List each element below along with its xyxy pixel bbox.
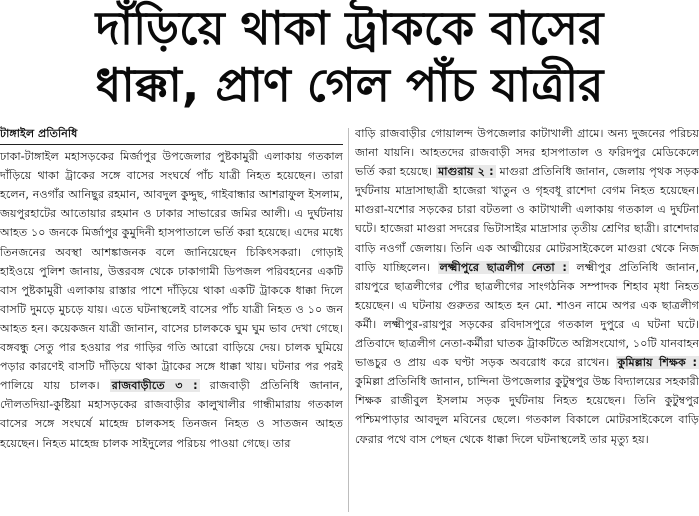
byline: টাঙ্গাইল প্রতিনিধি	[0, 127, 78, 140]
tangail-report-text: ঢাকা-টাঙ্গাইল মহাসড়কের মির্জাপুর উপজেলার পুষ্টকামুরী এলাকায় গতকাল দাঁড়িয়ে থাকা ট্রাকের সঙ্গে বাসের সংঘর্ষে পাঁচ যাত্রী নিহত হয়েছেন। তারা হলেন, নওগাঁর আনিছুর রহমান, আবদুল কুদ্দুছ, গাইবান্ধার আশরাফুল ইসলাম, জয়পুরহাটের আতোয়ার রহমান ও ঢাকার সাভারের জমির আলী। এ দুর্ঘটনায় আহত ১০ জনকে মির্জাপুর কুমুদিনী হাসপাতালে ভর্তি করা হয়েছে। এদের মধ্যে তিনজনের অবস্থা আশঙ্কাজনক বলে জানিয়েছেন চিকিৎসকরা। গোড়াই হাইওয়ে পুলিশ জানায়, উত্তরবঙ্গ থেকে ঢাকাগামী ডিপজল পরিবহনের একটি বাস পুষ্টকামুরী এলাকায় রাস্তার পাশে দাঁড়িয়ে থাকা একটি ট্রাককে ধাক্কা দিলে বাসটি দুমড়ে মুচড়ে যায়। এতে ঘটনাস্থলেই বাসের পাঁচ যাত্রী নিহত ও ১০ জন আহত হন। কয়েকজন যাত্রী জানান, বাসের চালককে ঘুম ঘুম ভাব দেখা গেছে। বঙ্গবন্ধু সেতু পার হওয়ার পর গাড়ির গতি আরো বাড়িয়ে দেয়। চালক ঘুমিয়ে পড়ার কারণেই বাসটি দাঁড়িয়ে থাকা ট্রাকের সঙ্গে ধাক্কা খায়। ঘটনার পর পরই পালিয়ে যায় চালক।	[0, 150, 343, 393]
subhead-rajbari: রাজবাড়ীতে ৩ :	[111, 379, 198, 393]
byline-rule	[0, 144, 343, 145]
left-column	[0, 124, 343, 516]
headline	[0, 0, 699, 122]
rajbari-report-text: রাজবাড়ী প্রতিনিধি জানান, দৌলতদিয়া-কুষ্টিয়া মহাসড়কের রাজবাড়ীর কালুখালীর গান্ধীমারায় গতকাল বাসের সঙ্গে সংঘর্ষে মাহেন্দ্র চালকসহ তিনজন নিহত ও সাতজন আহত হয়েছেন। নিহত মাহেন্দ্র চালক সাইদুলের পরিচয় পাওয়া গেছে। তার	[0, 379, 343, 450]
column-divider	[348, 128, 349, 512]
headline-line-2: ধাক্কা, প্রাণ গেল পাঁচ যাত্রীর	[95, 58, 604, 112]
right-column	[355, 124, 699, 516]
article-paragraph	[355, 124, 699, 449]
subhead-comilla: কুমিল্লায় শিক্ষক :	[617, 356, 697, 370]
subhead-magura: মাগুরায় ২ :	[438, 165, 494, 179]
subhead-laxmipur: লক্ষ্মীপুরে ছাত্রলীগ নেতা :	[439, 260, 567, 274]
rajbari-continued-text: বাড়ি রাজবাড়ীর গোয়ালন্দ উপজেলার কাটাখালী গ্রামে। অন্য দুজনের পরিচয় জানা যায়নি। আহতদের রাজবাড়ী সদর হাসপাতাল ও ফরিদপুর মেডিকেলে ভর্তি করা হয়েছে।	[355, 127, 699, 179]
magura-report-text: মাগুরা প্রতিনিধি জানান, জেলায় পৃথক সড়ক দুর্ঘটনায় মাদ্রাসাছাত্রী হাজেরা খাতুন ও গৃহবধূ রাশেদা বেগম নিহত হয়েছেন। মাগুরা-যশোর সড়কের চারা বটতলা ও কাটাখালী এলাকায় গতকাল এ দুর্ঘটনা ঘটে। হাজেরা মাগুরা সদরের ভিটাসাইর মাদ্রাসার তৃতীয় শ্রেণির ছাত্রী। রাশেদার বাড়ি নওগাঁ জেলায়। তিনি এক আত্মীয়ের মোটরসাইকেলে মাগুরা থেকে নিজ বাড়ি যাচ্ছিলেন।	[355, 165, 699, 274]
comilla-report-text: কুমিল্লা প্রতিনিধি জানান, চান্দিনা উপজেলার কুটুম্বপুর উচ্চ বিদ্যালয়ের সহকারী শিক্ষক রাজীবুল ইসলাম সড়ক দুর্ঘটনায় নিহত হয়েছেন। তিনি কুটুম্বপুর পশ্চিমপাড়ার আবদুল মবিনের ছেলে। গতকাল বিকালে মোটরসাইকেলে বাড়ি ফেরার পথে বাস পেছন থেকে ধাক্কা দিলে ঘটনাস্থলেই তার মৃত্যু হয়।	[355, 375, 699, 446]
article-paragraph	[0, 147, 343, 453]
laxmipur-report-text: লক্ষ্মীপুর প্রতিনিধি জানান, রায়পুরে ছাত্রলীগের পৌর ছাত্রলীগের সাংগঠনিক সম্পাদক শিহাব মৃধা নিহত হয়েছেন। এ ঘটনায় গুরুতর আহত হন মো. শাওন নামে অপর এক ছাত্রলীগ কর্মী। লক্ষ্মীপুর-রায়পুর সড়কের রবিদাসপুরে গতকাল দুপুরে এ ঘটনা ঘটে। প্রতিবাদে ছাত্রলীগ নেতা-কর্মীরা ঘাতক ট্রাকটিতে অগ্নিসংযোগ, ১০টি যানবাহন ভাঙচুর ও প্রায় এক ঘণ্টা সড়ক অবরোধ করে রাখেন।	[355, 260, 699, 370]
headline-line-1: দাঁড়িয়ে থাকা ট্রাককে বাসের	[95, 1, 604, 55]
